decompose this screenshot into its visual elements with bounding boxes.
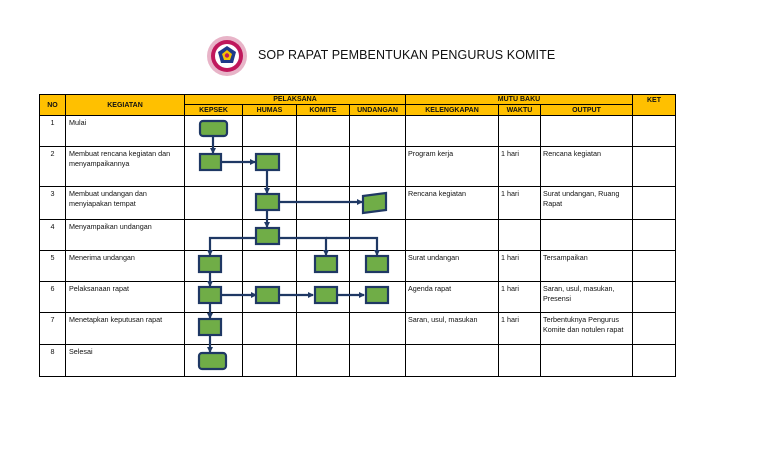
row-kelengkapan — [406, 220, 499, 251]
row-number: 4 — [40, 220, 66, 251]
row-kelengkapan: Surat undangan — [406, 251, 499, 282]
row-kelengkapan: Rencana kegiatan — [406, 187, 499, 220]
row-number: 3 — [40, 187, 66, 220]
table-row — [40, 282, 676, 313]
row-kegiatan: Selesai — [66, 345, 185, 377]
row-kegiatan: Membuat undangan dan menyiapakan tempat — [66, 187, 185, 220]
row-kelengkapan — [406, 345, 499, 377]
row-waktu: 1 hari — [499, 187, 541, 220]
col-kepsek-header: KEPSEK — [185, 105, 243, 116]
row-output: Rencana kegiatan — [541, 147, 633, 187]
row-output: Terbentuknya Pengurus Komite dan notulen rapat — [541, 313, 633, 345]
col-output-header: OUTPUT — [541, 105, 633, 116]
page-title: SOP RAPAT PEMBENTUKAN PENGURUS KOMITE — [258, 48, 556, 62]
row-output: Tersampaikan — [541, 251, 633, 282]
row-waktu: 1 hari — [499, 147, 541, 187]
row-number: 1 — [40, 116, 66, 147]
col-no-header: NO — [40, 95, 66, 116]
row-kelengkapan: Agenda rapat — [406, 282, 499, 313]
sop-table — [39, 94, 676, 377]
row-output — [541, 220, 633, 251]
row-kegiatan: Mulai — [66, 116, 185, 147]
table-row — [40, 116, 676, 147]
col-mutu-baku-header: MUTU BAKU — [406, 95, 633, 105]
row-output: Surat undangan, Ruang Rapat — [541, 187, 633, 220]
row-kegiatan: Menyampaikan undangan — [66, 220, 185, 251]
table-row — [40, 147, 676, 187]
row-output — [541, 116, 633, 147]
col-kelengkapan-header: KELENGKAPAN — [406, 105, 499, 116]
row-kelengkapan: Saran, usul, masukan — [406, 313, 499, 345]
col-waktu-header: WAKTU — [499, 105, 541, 116]
row-output: Saran, usul, masukan, Presensi — [541, 282, 633, 313]
col-pelaksana-header: PELAKSANA — [185, 95, 406, 105]
col-undangan-header: UNDANGAN — [350, 105, 406, 116]
row-number: 2 — [40, 147, 66, 187]
school-logo — [206, 35, 248, 77]
table-row — [40, 345, 676, 377]
row-waktu: 1 hari — [499, 313, 541, 345]
row-number: 8 — [40, 345, 66, 377]
table-row — [40, 313, 676, 345]
col-komite-header: KOMITE — [297, 105, 350, 116]
col-kegiatan-header: KEGIATAN — [66, 95, 185, 116]
row-kelengkapan — [406, 116, 499, 147]
row-waktu — [499, 345, 541, 377]
row-kegiatan: Menerima undangan — [66, 251, 185, 282]
col-ket-header: KET — [633, 95, 676, 116]
row-number: 5 — [40, 251, 66, 282]
row-kelengkapan: Program kerja — [406, 147, 499, 187]
table-row — [40, 220, 676, 251]
table-row — [40, 187, 676, 220]
row-waktu — [499, 116, 541, 147]
row-kegiatan: Membuat rencana kegiatan dan menyampaikannya — [66, 147, 185, 187]
col-humas-header: HUMAS — [243, 105, 297, 116]
row-number: 7 — [40, 313, 66, 345]
row-waktu: 1 hari — [499, 251, 541, 282]
row-kegiatan: Menetapkan keputusan rapat — [66, 313, 185, 345]
row-number: 6 — [40, 282, 66, 313]
table-row — [40, 251, 676, 282]
row-kegiatan: Pelaksanaan rapat — [66, 282, 185, 313]
row-waktu — [499, 220, 541, 251]
row-waktu: 1 hari — [499, 282, 541, 313]
row-output — [541, 345, 633, 377]
